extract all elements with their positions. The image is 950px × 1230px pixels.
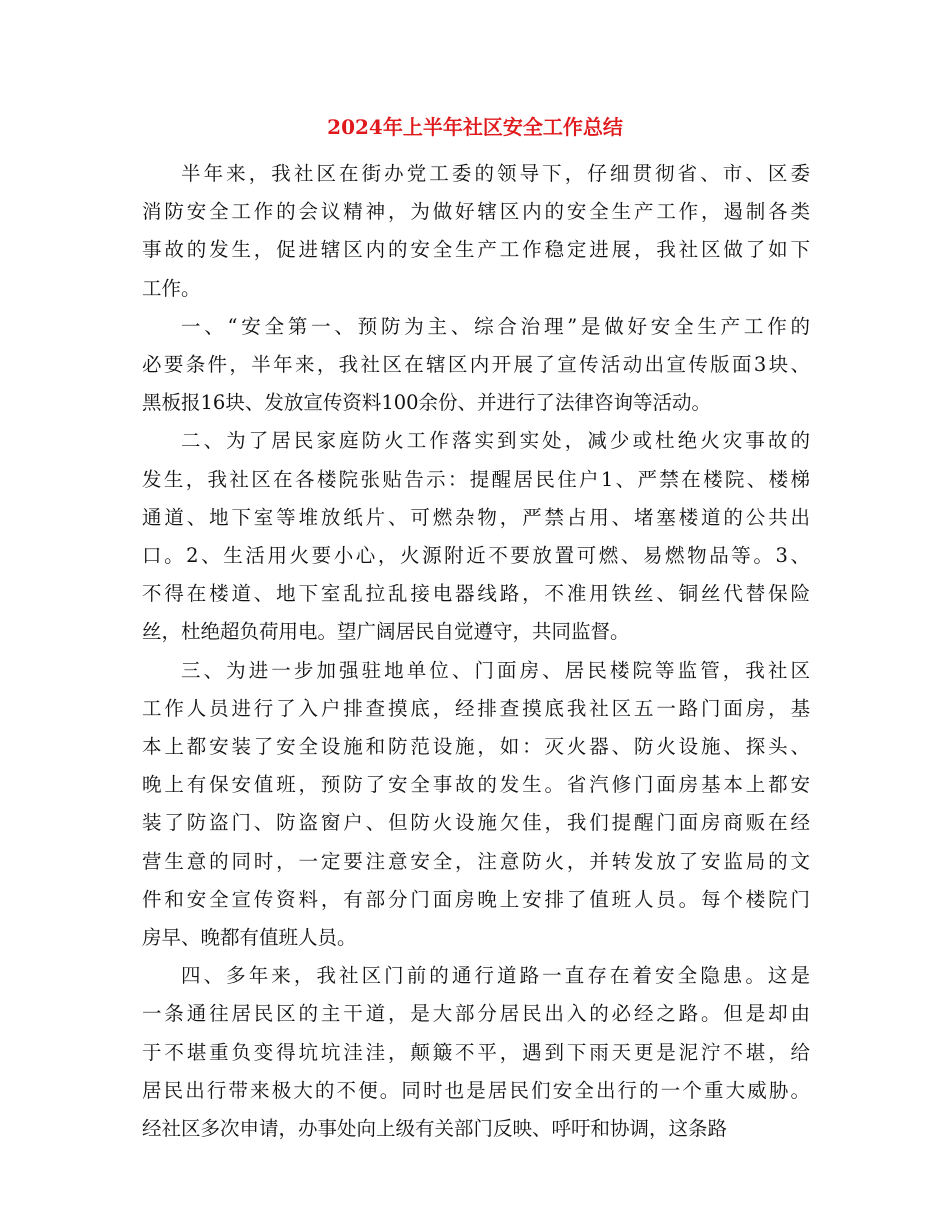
paragraph-line: 通道、地下室等堆放纸片、可燃杂物，严禁占用、堵塞楼道的公共出	[142, 505, 810, 529]
paragraph-line: 四、多年来，我社区门前的通行道路一直存在着安全隐患。这是	[181, 964, 810, 988]
paragraph-line: 经社区多次申请，办事处向上级有关部门反映、呼吁和协调，这条路	[142, 1117, 728, 1141]
paragraph-line: 居民出行带来极大的不便。同时也是居民们安全出行的一个重大威胁。	[142, 1078, 810, 1102]
paragraph	[142, 957, 810, 1148]
paragraph	[142, 155, 810, 308]
paragraph-line: 半年来，我社区在街办党工委的领导下，仔细贯彻省、市、区委	[181, 162, 810, 185]
paragraph-line: 必要条件，半年来，我社区在辖区内开展了宣传活动出宣传版面3块、	[142, 353, 810, 377]
paragraph-line: 口。2、生活用火要小心，火源附近不要放置可燃、易燃物品等。3、	[142, 544, 810, 568]
paragraph	[142, 308, 810, 423]
paragraph-line: 营生意的同时，一定要注意安全，注意防火，并转发放了安监局的文	[142, 849, 810, 873]
paragraph-line: 事故的发生，促进辖区内的安全生产工作稳定进展，我社区做了如下	[142, 238, 810, 262]
paragraph-line: 工作人员进行了入户排查摸底，经排查摸底我社区五一路门面房，基	[142, 696, 810, 720]
paragraph-line: 一、“安全第一、预防为主、综合治理”是做好安全生产工作的	[181, 314, 810, 338]
paragraph-line: 三、为进一步加强驻地单位、门面房、居民楼院等监管，我社区	[181, 658, 810, 682]
paragraph-line: 件和安全宣传资料，有部分门面房晚上安排了值班人员。每个楼院门	[142, 887, 810, 911]
paragraph-line: 黑板报16块、发放宣传资料100余份、并进行了法律咨询等活动。	[142, 391, 712, 415]
paragraph-line: 于不堪重负变得坑坑洼洼，颠簸不平，遇到下雨天更是泥泞不堪，给	[142, 1040, 810, 1064]
paragraph-line: 装了防盗门、防盗窗户、但防火设施欠佳，我们提醒门面房商贩在经	[142, 811, 810, 835]
paragraph-line: 本上都安装了安全设施和防范设施，如：灭火器、防火设施、探头、	[142, 735, 810, 759]
document-body	[142, 155, 810, 1148]
document-title: 2024年上半年社区安全工作总结	[327, 115, 623, 139]
paragraph-line: 房早、晚都有值班人员。	[142, 926, 357, 950]
paragraph	[142, 422, 810, 651]
paragraph-line: 丝，杜绝超负荷用电。望广阔居民自觉遵守，共同监督。	[142, 620, 630, 644]
paragraph-line: 晚上有保安值班，预防了安全事故的发生。省汽修门面房基本上都安	[142, 773, 810, 797]
paragraph-line: 不得在楼道、地下室乱拉乱接电器线路，不准用铁丝、铜丝代替保险	[142, 582, 810, 606]
paragraph-line: 二、为了居民家庭防火工作落实到实处，减少或杜绝火灾事故的	[181, 429, 810, 453]
paragraph	[142, 652, 810, 958]
paragraph-line: 消防安全工作的会议精神，为做好辖区内的安全生产工作，遏制各类	[142, 200, 810, 224]
paragraph-line: 一条通往居民区的主干道，是大部分居民出入的必经之路。但是却由	[142, 1002, 810, 1026]
paragraph-line: 工作。	[142, 276, 201, 300]
paragraph-line: 发生，我社区在各楼院张贴告示：提醒居民住户1、严禁在楼院、楼梯	[142, 467, 810, 491]
